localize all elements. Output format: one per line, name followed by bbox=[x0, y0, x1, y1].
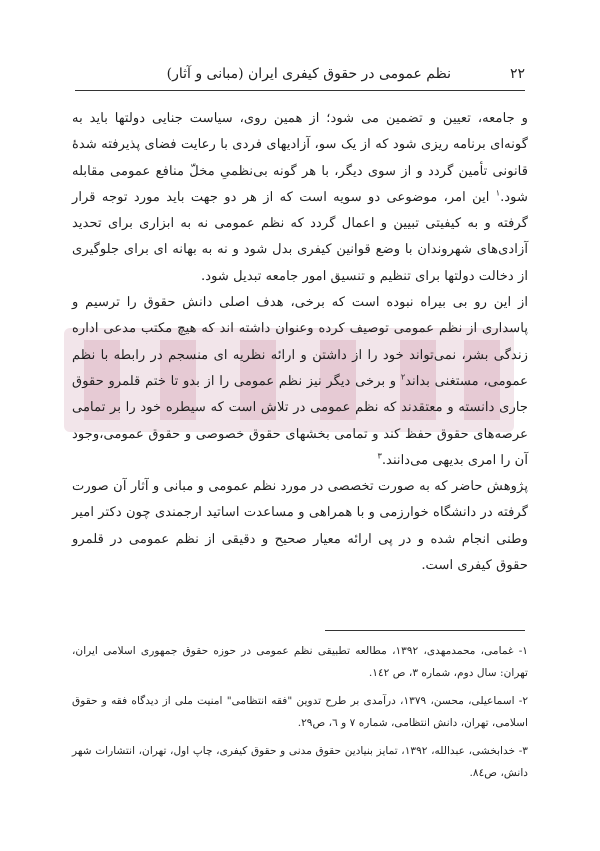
paragraph-2-continued: و برخی دیگر نیز نظم عمومی را از بدو تا ختم قلمرو حقوق جاری دانسته و معتقدند که نظم عمومی در تلاش است که سیطره خود را بر تمامی عرصه‌های حقوق حفظ کند و تمامی بخشهای حقوق خصوصی و حقوق عمومی،وجود آن را امری بدیهی می‌دانند. bbox=[72, 373, 528, 468]
paragraph-1 bbox=[72, 106, 528, 290]
paragraph-2-text: از این رو بی بیراه نبوده است که برخی، هدف اصلی دانش حقوق را ترسیم و پاسداری از نظم عمومی توصیف کرده وعنوان داشته اند که هیچ مکتب مدعی اداره زندگی بشر، نمی‌تواند خود را از داشتن و ارائه نظریه ای منسجم در رابطه با نظم عمومی، مستغنی بداند bbox=[72, 295, 528, 389]
paragraph-1-text: و جامعه، تعیین و تضمین می شود؛ از همین روی، سیاست جنایی دولتها باید به گونه‌ای برنامه ریزی شود که از یک سو، آزادیهای فردی با رعایت فضای پذیرفته شدهٔ قانونی تأمین گردد و از سوی دیگر، با هر گونه بی‌نظمیِ مخلّ منافع عمومی مقابله شود. bbox=[72, 111, 528, 205]
footnote-3: ۳- خدابخشی، عبدالله، ۱۳۹۲، تمایز بنیادین حقوق مدنی و حقوق کیفری، چاپ اول، تهران، انتشارات شهر دانش، ص۸٤. bbox=[72, 745, 528, 779]
running-header bbox=[75, 66, 525, 90]
footnotes bbox=[72, 640, 528, 790]
paragraph-3-text: پژوهش حاضر که به صورت تخصصی در مورد نظم عمومی و مبانی و آثار آن صورت گرفته در دانشگاه خوارزمی و با همراهی و مساعدت اساتید ارجمندی چون دکتر امیر وطنی انجام شده و در پی ارائه معیار صحیح و دقیقی از نظم عمومی در قلمرو حقوق کیفری است. bbox=[72, 479, 528, 574]
paragraph-1-continued: این امر، موضوعی دو سویه است که از هر دو جهت باید مورد توجه قرار گرفته و به کیفیتی تبیین و اعمال گردد که نظم عمومی نه به ابزاری برای تحدید آزادی‌های شهروندان با وضع قوانین کیفری بدل شود و نه به بهانه ای برای جلوگیری از دخالت دولتها برای تنظیم و تنسیق امور جامعه تبدیل شود. bbox=[72, 189, 528, 284]
page-number: ۲۲ bbox=[509, 66, 525, 82]
running-header-title: نظم عمومی در حقوق کیفری ایران (مبانی و آثار) bbox=[166, 66, 451, 82]
footnote-ref-2[interactable]: ۲ bbox=[400, 372, 406, 382]
footnote-2: ۲- اسماعیلی، محسن، ۱۳۷۹، درآمدی بر طرح تدوین "فقه انتظامی" امنیت ملی از دیدگاه فقه و حقوق اسلامی، تهران، دانش انتظامی، شماره ۷ و ٦، ص۲۹. bbox=[72, 695, 529, 729]
paragraph-3 bbox=[72, 474, 528, 579]
footnote-ref-1[interactable]: ۱ bbox=[495, 188, 501, 198]
footnote-ref-3[interactable]: ۳ bbox=[377, 451, 382, 461]
header-divider bbox=[75, 90, 525, 91]
body-text bbox=[72, 106, 528, 579]
paragraph-2 bbox=[72, 290, 528, 474]
footnote-1: ۱- غمامی، محمدمهدی، ۱۳۹۲، مطالعه تطبیقی نظم عمومی در حوزه حقوق جمهوری اسلامی ایران، تهران: سال دوم، شماره ۳، ص ۱٤۲. bbox=[72, 645, 528, 679]
footnote-divider bbox=[325, 630, 525, 631]
